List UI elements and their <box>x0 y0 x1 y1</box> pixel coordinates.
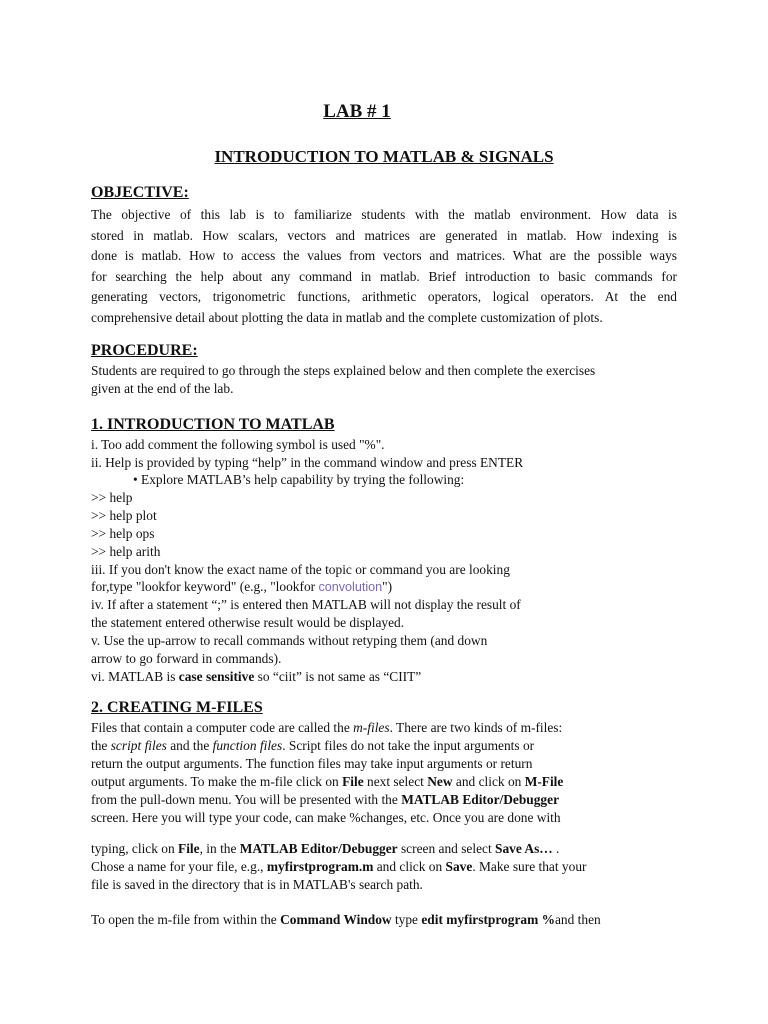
command-line: >> help <box>91 490 133 505</box>
bold-text: Save <box>445 859 473 874</box>
line-text: for,type "lookfor keyword" (e.g., "lookfor <box>91 579 319 594</box>
section2-line <box>91 791 559 809</box>
section2-line: screen. Here you will type your code, can make %changes, etc. Once you are done with <box>91 810 561 825</box>
section2-heading: 2. CREATING M-FILES <box>91 699 263 716</box>
section2-line <box>91 719 562 737</box>
command-line: >> help plot <box>91 508 157 523</box>
section1-line-iv-b: the statement entered otherwise result would be displayed. <box>91 615 405 630</box>
line-text: and the <box>166 738 213 753</box>
bold-text: Command Window <box>280 912 392 927</box>
objective-line: done is matlab. How to access the values from vectors and matrices. What are the possible ways <box>91 248 677 263</box>
line-text: , in the <box>199 841 240 856</box>
procedure-line: Students are required to go through the steps explained below and then complete the exercises <box>91 363 596 378</box>
section1-line-vi <box>91 668 421 686</box>
objective-heading: OBJECTIVE: <box>91 184 189 201</box>
bold-text: File <box>178 841 200 856</box>
italic-text: script files <box>110 738 167 753</box>
command-line: >> help arith <box>91 544 161 559</box>
section1-line-iii-a: iii. If you don't know the exact name of the topic or command you are looking <box>91 562 510 577</box>
objective-line: stored in matlab. How scalars, vectors and matrices are generated in matlab. How indexing is <box>91 227 677 243</box>
bold-text: case sensitive <box>178 669 255 684</box>
lab-title: LAB # 1 <box>323 101 391 122</box>
section2-line <box>91 858 586 876</box>
section1-line-v-a: v. Use the up-arrow to recall commands without retyping them (and down <box>91 633 488 648</box>
section1-line-v-b: arrow to go forward in commands). <box>91 651 282 666</box>
procedure-heading: PROCEDURE: <box>91 342 198 359</box>
bold-text: myfirstprogram.m <box>266 859 374 874</box>
line-text: and click on <box>373 859 446 874</box>
italic-text: function files <box>212 738 283 753</box>
bold-text: M-File <box>524 774 564 789</box>
line-text: so “ciit” is not same as “CIIT” <box>254 669 422 684</box>
line-text: . Script files do not take the input arguments or <box>282 738 535 753</box>
line-text: . <box>552 841 560 856</box>
lab-subtitle: INTRODUCTION TO MATLAB & SIGNALS <box>214 147 554 166</box>
bold-text: File <box>342 774 364 789</box>
procedure-line: given at the end of the lab. <box>91 381 234 396</box>
section2-line <box>91 840 559 858</box>
section1-line-iii-b <box>91 578 392 596</box>
line-text: Chose a name for your file, e.g., <box>91 859 267 874</box>
convolution-link[interactable]: convolution <box>318 580 383 594</box>
bold-text: MATLAB Editor/Debugger <box>401 792 560 807</box>
line-text: typing, click on <box>91 841 179 856</box>
line-text: vi. MATLAB is <box>91 669 179 684</box>
objective-line: for searching the help about any command in matlab. Brief introduction to basic commands for <box>91 268 677 284</box>
line-text: . Make sure that your <box>472 859 587 874</box>
line-text: output arguments. To make the m-file click on <box>91 774 343 789</box>
section1-bullet: • Explore MATLAB’s help capability by trying the following: <box>133 472 465 487</box>
line-text: and then <box>554 912 601 927</box>
line-text: Files that contain a computer code are called the <box>91 720 354 735</box>
section1-heading: 1. INTRODUCTION TO MATLAB <box>91 416 335 433</box>
bold-text: New <box>427 774 453 789</box>
line-text: and click on <box>452 774 525 789</box>
line-text: screen and select <box>397 841 496 856</box>
section2-line <box>91 737 534 755</box>
command-line: >> help ops <box>91 526 155 541</box>
line-text: . There are two kinds of m-files: <box>389 720 563 735</box>
section1-line-ii: ii. Help is provided by typing “help” in the command window and press ENTER <box>91 455 524 470</box>
line-text: next select <box>363 774 428 789</box>
line-text: from the pull-down menu. You will be presented with the <box>91 792 402 807</box>
section1-line-i: i. Too add comment the following symbol is used "%". <box>91 437 385 452</box>
bold-text: edit myfirstprogram % <box>421 912 555 927</box>
line-text: the <box>91 738 111 753</box>
italic-text: m-files <box>353 720 390 735</box>
section2-line <box>91 911 601 929</box>
line-text: ") <box>382 579 393 594</box>
objective-line: The objective of this lab is to familiarize students with the matlab environment. How data is <box>91 207 677 222</box>
section2-line: file is saved in the directory that is in MATLAB's search path. <box>91 877 423 892</box>
line-text: To open the m-file from within the <box>91 912 281 927</box>
objective-line: comprehensive detail about plotting the data in matlab and the complete customization of plots. <box>91 309 603 325</box>
bold-text: MATLAB Editor/Debugger <box>239 841 398 856</box>
section2-line <box>91 773 563 791</box>
section1-line-iv-a: iv. If after a statement “;” is entered then MATLAB will not display the result of <box>91 597 521 612</box>
objective-line: generating vectors, trigonometric functions, arithmetic operators, logical operators. At the end <box>91 289 677 304</box>
bold-text: Save As… <box>495 841 553 856</box>
line-text: type <box>391 912 422 927</box>
section2-line: return the output arguments. The function files may take input arguments or return <box>91 756 533 771</box>
